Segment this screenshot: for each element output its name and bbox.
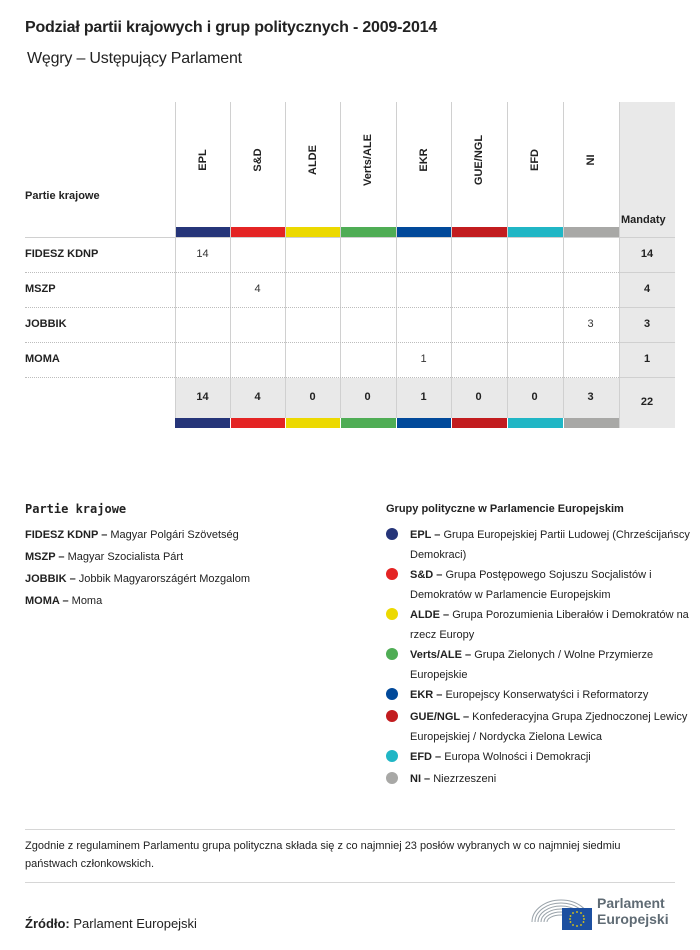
mandaty-column-background [619,102,675,428]
source-value: Parlament Europejski [73,916,197,931]
color-bar-ekr-bottom [397,418,451,428]
legend-name: Grupa Porozumienia Liberałów i Demokratów na rzecz Europy [410,609,689,641]
grid-line [563,102,564,418]
grid-line [285,102,286,418]
column-header-efd [507,102,562,227]
grid-line [230,102,231,418]
column-header-label: EFD [528,149,541,171]
mandaty-header: Mandaty [621,214,666,226]
table-cell: 14 [196,248,209,260]
european-parliament-logo [528,892,678,932]
logo-text [597,895,669,927]
table-cell: 1 [420,353,427,365]
legend-abbr: MOMA [25,595,60,607]
column-header-ni [563,102,618,227]
column-total-verts-ale: 0 [364,391,371,403]
row-divider [619,342,675,343]
column-header-epl [175,102,230,227]
column-total-epl: 14 [196,391,209,403]
legend-abbr: NI [410,773,421,785]
legend-item: FIDESZ KDNP – Magyar Polgári Szövetség [25,529,239,541]
grid-line [340,102,341,418]
epl-color-dot-icon [386,528,398,540]
grid-line [507,102,508,418]
legend-abbr: EFD [410,751,432,763]
column-header-verts-ale [340,102,395,227]
sd-color-dot-icon [386,568,398,580]
color-bar-gue-ngl-bottom [452,418,507,428]
column-header-label: ALDE [306,145,319,175]
color-bar-ekr [397,227,451,237]
column-total-sd: 4 [254,391,261,403]
ekr-color-dot-icon [386,688,398,700]
color-bar-ni-bottom [564,418,619,428]
efd-color-dot-icon [386,750,398,762]
row-total: 14 [640,248,654,260]
color-bar-alde-bottom [286,418,340,428]
legend-name: Europejscy Konserwatyści i Reformatorzy [445,689,649,701]
row-divider [619,377,675,378]
source-line [25,916,197,931]
divider [25,829,675,830]
column-total-efd: 0 [531,391,538,403]
row-party-name: JOBBIK [25,318,67,330]
parliament-hemicycle-icon [528,892,594,932]
legend-name: Grupa Zielonych / Wolne Przymierze Europejskie [410,649,654,681]
source-label: Źródło: [25,916,70,931]
row-divider [619,307,675,308]
legend-abbr: Verts/ALE [410,649,462,661]
ni-color-dot-icon [386,772,398,784]
legend-name: Niezrzeszeni [433,773,497,785]
logo-line-2: Europejski [597,911,669,927]
color-bar-verts-ale-bottom [341,418,396,428]
legend-abbr: S&D [410,569,434,581]
column-header-gue-ngl [451,102,506,227]
legend-abbr: EKR [410,689,434,701]
legend-name: Moma [71,595,103,607]
political-groups-legend-title: Grupy polityczne w Parlamencie Europejskim [386,503,624,515]
logo-line-1: Parlament [597,895,665,911]
color-bar-epl [175,227,230,237]
row-divider [25,342,619,343]
verts-ale-color-dot-icon [386,648,398,660]
page-subtitle: Węgry – Ustępujący Parlament [27,50,242,67]
header-divider [25,237,675,238]
footnote: Zgodnie z regulaminem Parlamentu grupa polityczna składa się z co najmniej 23 posłów wybranych w co najmniej siedmiu państwach członkowskich. [25,840,621,870]
legend-abbr: EPL [410,529,432,541]
legend-name: Magyar Szocialista Párt [67,551,184,563]
row-divider [619,272,675,273]
column-header-sd [230,102,285,227]
legend-name: Europa Wolności i Demokracji [444,751,591,763]
seat-distribution-table [0,0,700,440]
column-total-ekr: 1 [420,391,427,403]
legend-name: Magyar Polgári Szövetség [110,529,239,541]
column-header-alde [285,102,340,227]
row-party-name: FIDESZ KDNP [25,248,99,260]
color-bar-efd [508,227,563,237]
legend-abbr: GUE/NGL [410,711,460,723]
grid-line [396,102,397,418]
alde-color-dot-icon [386,608,398,620]
row-header-label: Partie krajowe [25,190,100,202]
grid-line [451,102,452,418]
column-header-label: NI [584,154,597,166]
row-party-name: MSZP [25,283,56,295]
column-header-label: S&D [251,148,264,172]
column-header-label: EPL [196,149,209,171]
row-divider [25,307,619,308]
gue-ngl-color-dot-icon [386,710,398,722]
color-bar-efd-bottom [508,418,563,428]
table-cell: 3 [587,318,594,330]
page-title: Podział partii krajowych i grup politycznych - 2009-2014 [25,19,438,36]
row-party-name: MOMA [25,353,60,365]
legend-abbr: ALDE [410,609,440,621]
color-bar-sd-bottom [231,418,285,428]
divider [25,882,675,883]
legend-name: Konfederacyjna Grupa Zjednoczonej Lewicy Europejskiej / Nordycka Zielona Lewica [410,711,688,743]
column-header-label: Verts/ALE [361,134,374,186]
legend-abbr: FIDESZ KDNP [25,529,99,541]
row-divider [25,377,619,378]
column-header-label: EKR [417,148,430,172]
national-parties-legend-title: Partie krajowe [25,502,127,516]
color-bar-alde [286,227,340,237]
table-cell: 4 [254,283,261,295]
row-divider [25,272,619,273]
column-total-alde: 0 [309,391,316,403]
column-total-gue-ngl: 0 [475,391,482,403]
legend-abbr: MSZP [25,551,56,563]
legend-item: JOBBIK – Jobbik Magyarországért Mozgalom [25,573,250,585]
color-bar-epl-bottom [175,418,230,428]
color-bar-gue-ngl [452,227,507,237]
legend-item: MSZP – Magyar Szocialista Párt [25,551,184,563]
color-bar-ni [564,227,619,237]
legend-name: Grupa Postępowego Sojuszu Socjalistów i Demokratów w Parlamencie Europejskim [410,569,652,601]
grand-total: 22 [640,396,654,408]
row-total: 3 [643,318,651,330]
color-bar-verts-ale [341,227,396,237]
column-header-ekr [396,102,451,227]
grid-line [619,102,620,428]
legend-abbr: JOBBIK [25,573,67,585]
row-total: 4 [643,283,651,295]
legend-name: Jobbik Magyarországért Mozgalom [78,573,250,585]
grid-line [175,102,176,418]
row-total: 1 [643,353,651,365]
column-header-label: GUE/NGL [472,134,485,186]
legend-item: MOMA – Moma [25,595,103,607]
color-bar-sd [231,227,285,237]
legend-name: Grupa Europejskiej Partii Ludowej (Chrześcijańscy Demokraci) [410,529,690,561]
column-total-ni: 3 [587,391,594,403]
